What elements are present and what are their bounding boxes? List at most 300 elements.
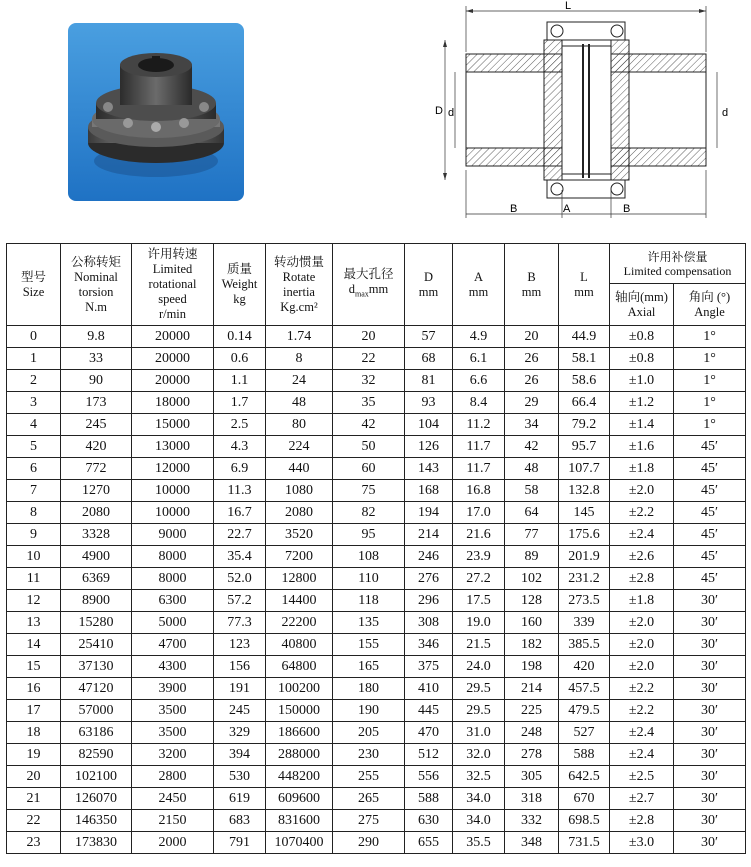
cell-D: 512 bbox=[405, 744, 453, 766]
table-row bbox=[7, 766, 746, 788]
cell-weight: 22.7 bbox=[214, 524, 266, 546]
cell-weight: 0.14 bbox=[214, 326, 266, 348]
cell-axial: ±1.6 bbox=[610, 436, 674, 458]
cell-weight: 11.3 bbox=[214, 480, 266, 502]
cell-A: 29.5 bbox=[453, 700, 505, 722]
cell-angle: 45′ bbox=[674, 458, 746, 480]
cell-angle: 1° bbox=[674, 348, 746, 370]
table-row bbox=[7, 656, 746, 678]
cell-speed: 3500 bbox=[132, 722, 214, 744]
cell-weight: 35.4 bbox=[214, 546, 266, 568]
cell-weight: 4.3 bbox=[214, 436, 266, 458]
header-size: 型号 Size bbox=[7, 244, 61, 326]
cell-torque: 173830 bbox=[61, 832, 132, 854]
cell-speed: 15000 bbox=[132, 414, 214, 436]
cell-inertia: 14400 bbox=[266, 590, 333, 612]
table-row bbox=[7, 348, 746, 370]
cell-max-bore: 165 bbox=[333, 656, 405, 678]
cell-B: 48 bbox=[505, 458, 559, 480]
cell-A: 19.0 bbox=[453, 612, 505, 634]
table-row bbox=[7, 436, 746, 458]
cell-axial: ±2.4 bbox=[610, 524, 674, 546]
cell-A: 32.5 bbox=[453, 766, 505, 788]
cell-L: 731.5 bbox=[559, 832, 610, 854]
cell-L: 642.5 bbox=[559, 766, 610, 788]
cell-torque: 47120 bbox=[61, 678, 132, 700]
cell-D: 655 bbox=[405, 832, 453, 854]
cell-size: 8 bbox=[7, 502, 61, 524]
cell-size: 9 bbox=[7, 524, 61, 546]
cell-torque: 102100 bbox=[61, 766, 132, 788]
cell-axial: ±2.7 bbox=[610, 788, 674, 810]
cell-size: 10 bbox=[7, 546, 61, 568]
cell-B: 29 bbox=[505, 392, 559, 414]
cell-axial: ±2.2 bbox=[610, 502, 674, 524]
cell-L: 44.9 bbox=[559, 326, 610, 348]
cell-angle: 30′ bbox=[674, 590, 746, 612]
cell-axial: ±2.8 bbox=[610, 810, 674, 832]
spec-table bbox=[6, 243, 746, 854]
cell-weight: 394 bbox=[214, 744, 266, 766]
table-row bbox=[7, 634, 746, 656]
cell-torque: 90 bbox=[61, 370, 132, 392]
cell-torque: 4900 bbox=[61, 546, 132, 568]
cell-torque: 63186 bbox=[61, 722, 132, 744]
cell-axial: ±0.8 bbox=[610, 348, 674, 370]
cell-L: 231.2 bbox=[559, 568, 610, 590]
cell-size: 7 bbox=[7, 480, 61, 502]
cell-A: 6.1 bbox=[453, 348, 505, 370]
cell-speed: 20000 bbox=[132, 348, 214, 370]
cell-max-bore: 155 bbox=[333, 634, 405, 656]
cell-size: 17 bbox=[7, 700, 61, 722]
cell-angle: 30′ bbox=[674, 832, 746, 854]
table-row bbox=[7, 392, 746, 414]
cell-B: 214 bbox=[505, 678, 559, 700]
cell-angle: 45′ bbox=[674, 436, 746, 458]
table-row bbox=[7, 788, 746, 810]
cell-B: 318 bbox=[505, 788, 559, 810]
cell-axial: ±1.0 bbox=[610, 370, 674, 392]
cell-angle: 30′ bbox=[674, 810, 746, 832]
cell-D: 556 bbox=[405, 766, 453, 788]
cell-B: 26 bbox=[505, 348, 559, 370]
cell-angle: 1° bbox=[674, 326, 746, 348]
cell-weight: 1.7 bbox=[214, 392, 266, 414]
cell-speed: 2000 bbox=[132, 832, 214, 854]
cell-angle: 30′ bbox=[674, 656, 746, 678]
cell-torque: 9.8 bbox=[61, 326, 132, 348]
cell-A: 17.5 bbox=[453, 590, 505, 612]
cell-weight: 16.7 bbox=[214, 502, 266, 524]
cell-L: 457.5 bbox=[559, 678, 610, 700]
header-speed: 许用转速 Limited rotational speed r/min bbox=[132, 244, 214, 326]
cell-inertia: 100200 bbox=[266, 678, 333, 700]
cell-D: 93 bbox=[405, 392, 453, 414]
cell-weight: 2.5 bbox=[214, 414, 266, 436]
cell-L: 79.2 bbox=[559, 414, 610, 436]
table-row bbox=[7, 326, 746, 348]
cell-D: 104 bbox=[405, 414, 453, 436]
table-row bbox=[7, 568, 746, 590]
cell-max-bore: 265 bbox=[333, 788, 405, 810]
cell-speed: 2150 bbox=[132, 810, 214, 832]
cell-torque: 3328 bbox=[61, 524, 132, 546]
cell-L: 420 bbox=[559, 656, 610, 678]
cell-torque: 37130 bbox=[61, 656, 132, 678]
cell-axial: ±1.2 bbox=[610, 392, 674, 414]
cell-speed: 18000 bbox=[132, 392, 214, 414]
cell-speed: 10000 bbox=[132, 502, 214, 524]
dim-d-right-label: d bbox=[722, 107, 729, 119]
cell-L: 145 bbox=[559, 502, 610, 524]
cell-speed: 2800 bbox=[132, 766, 214, 788]
cell-A: 23.9 bbox=[453, 546, 505, 568]
cell-D: 296 bbox=[405, 590, 453, 612]
cell-B: 58 bbox=[505, 480, 559, 502]
cell-L: 95.7 bbox=[559, 436, 610, 458]
table-row bbox=[7, 458, 746, 480]
cell-weight: 191 bbox=[214, 678, 266, 700]
cell-D: 375 bbox=[405, 656, 453, 678]
cell-max-bore: 32 bbox=[333, 370, 405, 392]
cell-torque: 420 bbox=[61, 436, 132, 458]
cell-max-bore: 110 bbox=[333, 568, 405, 590]
cell-L: 58.6 bbox=[559, 370, 610, 392]
cell-angle: 1° bbox=[674, 414, 746, 436]
cell-speed: 20000 bbox=[132, 370, 214, 392]
header-angle: 角向 (°) Angle bbox=[674, 284, 746, 326]
cell-A: 11.7 bbox=[453, 458, 505, 480]
cell-torque: 8900 bbox=[61, 590, 132, 612]
cell-weight: 683 bbox=[214, 810, 266, 832]
cell-inertia: 609600 bbox=[266, 788, 333, 810]
cell-B: 160 bbox=[505, 612, 559, 634]
cell-A: 8.4 bbox=[453, 392, 505, 414]
table-row bbox=[7, 524, 746, 546]
cell-A: 21.6 bbox=[453, 524, 505, 546]
cell-max-bore: 190 bbox=[333, 700, 405, 722]
cell-axial: ±2.4 bbox=[610, 722, 674, 744]
cell-angle: 30′ bbox=[674, 612, 746, 634]
cell-size: 11 bbox=[7, 568, 61, 590]
table-row bbox=[7, 678, 746, 700]
cell-size: 0 bbox=[7, 326, 61, 348]
cell-inertia: 22200 bbox=[266, 612, 333, 634]
cell-inertia: 1.74 bbox=[266, 326, 333, 348]
cell-inertia: 150000 bbox=[266, 700, 333, 722]
cell-speed: 3900 bbox=[132, 678, 214, 700]
cell-speed: 13000 bbox=[132, 436, 214, 458]
cell-axial: ±2.5 bbox=[610, 766, 674, 788]
cell-angle: 45′ bbox=[674, 480, 746, 502]
cell-speed: 8000 bbox=[132, 568, 214, 590]
cell-torque: 15280 bbox=[61, 612, 132, 634]
cell-axial: ±3.0 bbox=[610, 832, 674, 854]
cell-max-bore: 135 bbox=[333, 612, 405, 634]
cell-torque: 772 bbox=[61, 458, 132, 480]
cell-max-bore: 82 bbox=[333, 502, 405, 524]
cell-axial: ±2.2 bbox=[610, 700, 674, 722]
product-photo bbox=[68, 23, 244, 201]
cell-torque: 82590 bbox=[61, 744, 132, 766]
cell-inertia: 831600 bbox=[266, 810, 333, 832]
table-row bbox=[7, 546, 746, 568]
table-row bbox=[7, 810, 746, 832]
cell-inertia: 1070400 bbox=[266, 832, 333, 854]
header-D: D mm bbox=[405, 244, 453, 326]
cell-L: 273.5 bbox=[559, 590, 610, 612]
cell-L: 670 bbox=[559, 788, 610, 810]
cell-A: 32.0 bbox=[453, 744, 505, 766]
table-row bbox=[7, 722, 746, 744]
cell-weight: 1.1 bbox=[214, 370, 266, 392]
header-inertia: 转动惯量 Rotate inertia Kg.cm² bbox=[266, 244, 333, 326]
cell-weight: 329 bbox=[214, 722, 266, 744]
dim-B-right-label: B bbox=[623, 203, 631, 215]
cell-inertia: 448200 bbox=[266, 766, 333, 788]
header-axial: 轴向(mm) Axial bbox=[610, 284, 674, 326]
cell-B: 198 bbox=[505, 656, 559, 678]
cell-size: 19 bbox=[7, 744, 61, 766]
cell-torque: 25410 bbox=[61, 634, 132, 656]
cell-max-bore: 290 bbox=[333, 832, 405, 854]
cell-torque: 33 bbox=[61, 348, 132, 370]
cell-size: 22 bbox=[7, 810, 61, 832]
cell-L: 175.6 bbox=[559, 524, 610, 546]
cell-max-bore: 60 bbox=[333, 458, 405, 480]
cell-weight: 123 bbox=[214, 634, 266, 656]
cell-D: 214 bbox=[405, 524, 453, 546]
cell-L: 339 bbox=[559, 612, 610, 634]
header-weight: 质量 Weight kg bbox=[214, 244, 266, 326]
cell-max-bore: 230 bbox=[333, 744, 405, 766]
header-compensation: 许用补偿量 Limited compensation bbox=[610, 244, 746, 284]
cell-inertia: 186600 bbox=[266, 722, 333, 744]
cell-speed: 10000 bbox=[132, 480, 214, 502]
cell-axial: ±1.8 bbox=[610, 590, 674, 612]
dim-D-label: D bbox=[435, 105, 443, 117]
cell-max-bore: 35 bbox=[333, 392, 405, 414]
cell-weight: 77.3 bbox=[214, 612, 266, 634]
cell-B: 102 bbox=[505, 568, 559, 590]
cell-size: 1 bbox=[7, 348, 61, 370]
table-row bbox=[7, 480, 746, 502]
cell-max-bore: 118 bbox=[333, 590, 405, 612]
cell-axial: ±0.8 bbox=[610, 326, 674, 348]
cell-angle: 30′ bbox=[674, 700, 746, 722]
cell-D: 68 bbox=[405, 348, 453, 370]
cell-angle: 45′ bbox=[674, 502, 746, 524]
cell-L: 385.5 bbox=[559, 634, 610, 656]
cell-angle: 45′ bbox=[674, 568, 746, 590]
spec-table-body bbox=[7, 326, 746, 854]
cell-inertia: 64800 bbox=[266, 656, 333, 678]
cell-speed: 6300 bbox=[132, 590, 214, 612]
cell-B: 332 bbox=[505, 810, 559, 832]
cell-A: 16.8 bbox=[453, 480, 505, 502]
cell-A: 6.6 bbox=[453, 370, 505, 392]
cell-torque: 1270 bbox=[61, 480, 132, 502]
cell-torque: 6369 bbox=[61, 568, 132, 590]
cell-B: 305 bbox=[505, 766, 559, 788]
cell-D: 410 bbox=[405, 678, 453, 700]
cell-inertia: 224 bbox=[266, 436, 333, 458]
cell-max-bore: 180 bbox=[333, 678, 405, 700]
cell-angle: 45′ bbox=[674, 524, 746, 546]
cell-speed: 2450 bbox=[132, 788, 214, 810]
cell-angle: 30′ bbox=[674, 788, 746, 810]
cell-L: 66.4 bbox=[559, 392, 610, 414]
cell-torque: 173 bbox=[61, 392, 132, 414]
cell-L: 479.5 bbox=[559, 700, 610, 722]
cell-angle: 30′ bbox=[674, 634, 746, 656]
cell-A: 11.7 bbox=[453, 436, 505, 458]
cell-axial: ±2.0 bbox=[610, 634, 674, 656]
cell-speed: 20000 bbox=[132, 326, 214, 348]
cell-torque: 126070 bbox=[61, 788, 132, 810]
cell-weight: 156 bbox=[214, 656, 266, 678]
cell-weight: 0.6 bbox=[214, 348, 266, 370]
dim-A-label: A bbox=[563, 203, 571, 215]
cell-speed: 4300 bbox=[132, 656, 214, 678]
cell-inertia: 40800 bbox=[266, 634, 333, 656]
cell-torque: 2080 bbox=[61, 502, 132, 524]
cell-B: 248 bbox=[505, 722, 559, 744]
cell-size: 4 bbox=[7, 414, 61, 436]
cell-A: 21.5 bbox=[453, 634, 505, 656]
cell-D: 630 bbox=[405, 810, 453, 832]
dim-L-label: L bbox=[565, 0, 572, 12]
cell-D: 308 bbox=[405, 612, 453, 634]
cell-size: 14 bbox=[7, 634, 61, 656]
cell-D: 81 bbox=[405, 370, 453, 392]
cell-D: 346 bbox=[405, 634, 453, 656]
cell-angle: 1° bbox=[674, 392, 746, 414]
cell-axial: ±2.0 bbox=[610, 656, 674, 678]
cell-angle: 45′ bbox=[674, 546, 746, 568]
cell-inertia: 1080 bbox=[266, 480, 333, 502]
cell-torque: 57000 bbox=[61, 700, 132, 722]
cell-inertia: 2080 bbox=[266, 502, 333, 524]
disc-coupling-illustration bbox=[68, 23, 244, 201]
cell-size: 13 bbox=[7, 612, 61, 634]
cell-speed: 5000 bbox=[132, 612, 214, 634]
cell-B: 20 bbox=[505, 326, 559, 348]
cell-A: 31.0 bbox=[453, 722, 505, 744]
coupling-technical-drawing bbox=[425, 0, 751, 232]
cell-weight: 530 bbox=[214, 766, 266, 788]
cell-size: 16 bbox=[7, 678, 61, 700]
table-row bbox=[7, 832, 746, 854]
cell-max-bore: 22 bbox=[333, 348, 405, 370]
table-row bbox=[7, 590, 746, 612]
cell-B: 26 bbox=[505, 370, 559, 392]
cell-B: 182 bbox=[505, 634, 559, 656]
cell-angle: 30′ bbox=[674, 744, 746, 766]
cell-inertia: 288000 bbox=[266, 744, 333, 766]
cell-D: 276 bbox=[405, 568, 453, 590]
cell-max-bore: 255 bbox=[333, 766, 405, 788]
table-row bbox=[7, 744, 746, 766]
cell-max-bore: 20 bbox=[333, 326, 405, 348]
cell-speed: 3200 bbox=[132, 744, 214, 766]
cell-weight: 619 bbox=[214, 788, 266, 810]
cell-L: 201.9 bbox=[559, 546, 610, 568]
cell-speed: 8000 bbox=[132, 546, 214, 568]
cell-axial: ±1.8 bbox=[610, 458, 674, 480]
cell-B: 89 bbox=[505, 546, 559, 568]
cell-size: 5 bbox=[7, 436, 61, 458]
cell-max-bore: 108 bbox=[333, 546, 405, 568]
cell-D: 194 bbox=[405, 502, 453, 524]
cell-size: 20 bbox=[7, 766, 61, 788]
cell-D: 445 bbox=[405, 700, 453, 722]
cell-max-bore: 42 bbox=[333, 414, 405, 436]
cell-D: 246 bbox=[405, 546, 453, 568]
header-B: B mm bbox=[505, 244, 559, 326]
cell-B: 128 bbox=[505, 590, 559, 612]
cell-angle: 30′ bbox=[674, 678, 746, 700]
header-L: L mm bbox=[559, 244, 610, 326]
cell-inertia: 48 bbox=[266, 392, 333, 414]
cell-D: 126 bbox=[405, 436, 453, 458]
cell-axial: ±2.2 bbox=[610, 678, 674, 700]
cell-D: 57 bbox=[405, 326, 453, 348]
cell-size: 18 bbox=[7, 722, 61, 744]
cell-L: 527 bbox=[559, 722, 610, 744]
cell-A: 11.2 bbox=[453, 414, 505, 436]
cell-A: 34.0 bbox=[453, 810, 505, 832]
cell-weight: 6.9 bbox=[214, 458, 266, 480]
cell-inertia: 440 bbox=[266, 458, 333, 480]
cell-angle: 30′ bbox=[674, 722, 746, 744]
cell-B: 278 bbox=[505, 744, 559, 766]
header-max-bore: 最大孔径 $d_{max}mm$ bbox=[333, 244, 405, 326]
cell-axial: ±2.0 bbox=[610, 480, 674, 502]
cell-B: 34 bbox=[505, 414, 559, 436]
cell-axial: ±2.6 bbox=[610, 546, 674, 568]
cell-angle: 30′ bbox=[674, 766, 746, 788]
cell-L: 588 bbox=[559, 744, 610, 766]
cell-size: 21 bbox=[7, 788, 61, 810]
cell-speed: 9000 bbox=[132, 524, 214, 546]
cell-A: 27.2 bbox=[453, 568, 505, 590]
cell-axial: ±2.4 bbox=[610, 744, 674, 766]
cell-weight: 791 bbox=[214, 832, 266, 854]
cell-axial: ±1.4 bbox=[610, 414, 674, 436]
cell-L: 132.8 bbox=[559, 480, 610, 502]
cell-size: 2 bbox=[7, 370, 61, 392]
cell-axial: ±2.0 bbox=[610, 612, 674, 634]
cell-max-bore: 275 bbox=[333, 810, 405, 832]
cell-max-bore: 95 bbox=[333, 524, 405, 546]
cell-torque: 245 bbox=[61, 414, 132, 436]
cell-D: 143 bbox=[405, 458, 453, 480]
cell-A: 34.0 bbox=[453, 788, 505, 810]
cell-axial: ±2.8 bbox=[610, 568, 674, 590]
table-row bbox=[7, 414, 746, 436]
cell-A: 24.0 bbox=[453, 656, 505, 678]
cell-A: 4.9 bbox=[453, 326, 505, 348]
cell-size: 12 bbox=[7, 590, 61, 612]
cell-B: 77 bbox=[505, 524, 559, 546]
header-A: A mm bbox=[453, 244, 505, 326]
cell-speed: 3500 bbox=[132, 700, 214, 722]
cell-inertia: 24 bbox=[266, 370, 333, 392]
cell-weight: 52.0 bbox=[214, 568, 266, 590]
table-row bbox=[7, 700, 746, 722]
